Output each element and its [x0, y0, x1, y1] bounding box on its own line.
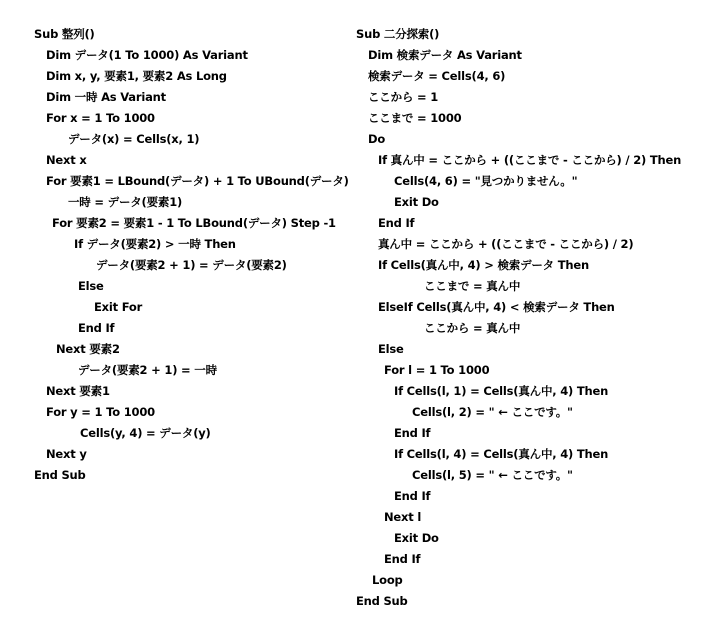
code-line: Dim x, y, 要素1, 要素2 As Long — [46, 69, 227, 83]
code-line: 一時 = データ(要素1) — [68, 195, 183, 209]
code-line: Next 要素1 — [46, 384, 110, 398]
code-line: For l = 1 To 1000 — [384, 363, 490, 377]
code-line: Next l — [384, 510, 422, 524]
code-line: ここから = 真ん中 — [424, 321, 521, 335]
code-line: End If — [78, 321, 115, 335]
code-line: データ(x) = Cells(x, 1) — [68, 132, 200, 146]
code-line: If データ(要素2) > 一時 Then — [74, 237, 236, 251]
code-line: If Cells(l, 1) = Cells(真ん中, 4) Then — [394, 384, 609, 398]
code-line: End Sub — [34, 468, 86, 482]
code-line: End If — [384, 552, 421, 566]
code-line: ここまで = 真ん中 — [424, 279, 521, 293]
code-line: For 要素2 = 要素1 - 1 To LBound(データ) Step -1 — [52, 216, 336, 230]
code-line: Dim データ(1 To 1000) As Variant — [46, 48, 248, 62]
code-line: Dim 検索データ As Variant — [368, 48, 522, 62]
code-line: Loop — [372, 573, 403, 587]
code-line: If Cells(真ん中, 4) > 検索データ Then — [378, 258, 590, 272]
code-line: Else — [78, 279, 104, 293]
code-line: Dim 一時 As Variant — [46, 90, 166, 104]
code-line: End If — [394, 489, 431, 503]
sort-macro-listing — [34, 24, 354, 486]
code-line: Do — [368, 132, 386, 146]
code-line: Cells(y, 4) = データ(y) — [80, 426, 211, 440]
code-line: For 要素1 = LBound(データ) + 1 To UBound(データ) — [46, 174, 349, 188]
code-line: Cells(4, 6) = "見つかりません。" — [394, 174, 578, 188]
code-line: End Sub — [356, 594, 408, 608]
code-line: Exit Do — [394, 531, 439, 545]
code-line: Cells(l, 2) = " ← ここです。" — [412, 405, 573, 419]
code-line: Exit Do — [394, 195, 439, 209]
code-line: ここまで = 1000 — [368, 111, 462, 125]
code-line: Cells(l, 5) = " ← ここです。" — [412, 468, 573, 482]
code-line: データ(要素2 + 1) = データ(要素2) — [96, 258, 287, 272]
code-line: Next y — [46, 447, 87, 461]
code-line: Exit For — [94, 300, 143, 314]
code-line: 検索データ = Cells(4, 6) — [368, 69, 506, 83]
code-line: Next 要素2 — [56, 342, 120, 356]
code-line: For y = 1 To 1000 — [46, 405, 155, 419]
code-line: 真ん中 = ここから + ((ここまで - ここから) / 2) — [378, 237, 634, 251]
code-line: If Cells(l, 4) = Cells(真ん中, 4) Then — [394, 447, 609, 461]
code-line: If 真ん中 = ここから + ((ここまで - ここから) / 2) Then — [378, 153, 682, 167]
code-line: End If — [394, 426, 431, 440]
binary-search-macro-listing — [356, 24, 716, 612]
code-line: Else — [378, 342, 404, 356]
code-line: ここから = 1 — [368, 90, 439, 104]
code-line: Sub 二分探索() — [356, 27, 440, 41]
code-line: Sub 整列() — [34, 27, 95, 41]
code-line: For x = 1 To 1000 — [46, 111, 155, 125]
code-line: ElseIf Cells(真ん中, 4) < 検索データ Then — [378, 300, 615, 314]
code-line: End If — [378, 216, 415, 230]
code-line: Next x — [46, 153, 87, 167]
code-line: データ(要素2 + 1) = 一時 — [78, 363, 217, 377]
